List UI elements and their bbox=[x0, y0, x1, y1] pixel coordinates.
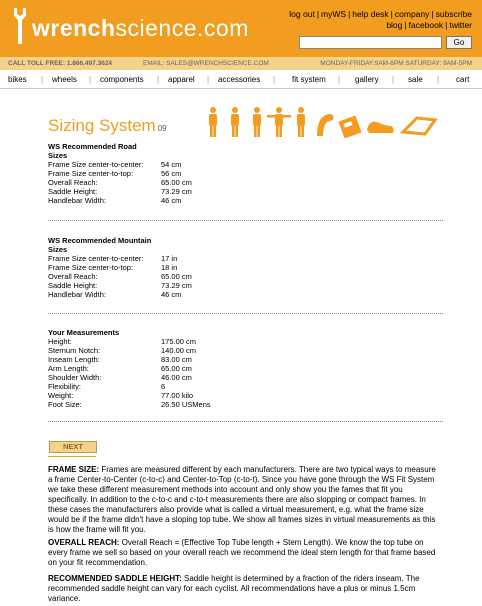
blog-link[interactable]: blog bbox=[386, 20, 403, 30]
step-number: 09 bbox=[157, 124, 167, 133]
flexibility-icon[interactable] bbox=[317, 114, 334, 136]
body-sternum-icon[interactable] bbox=[231, 107, 239, 137]
list-item: Handlebar Width: 46 cm bbox=[48, 196, 182, 205]
nav-separator: | bbox=[338, 74, 341, 84]
nav-separator: | bbox=[207, 74, 210, 84]
list-item: Handlebar Width: 46 cm bbox=[48, 290, 182, 299]
nav-accessories[interactable]: accessories bbox=[218, 74, 261, 84]
list-item: Frame Size center-to-top: 18 in bbox=[48, 263, 178, 272]
nav-separator: | bbox=[392, 74, 395, 84]
main-nav bbox=[0, 70, 482, 89]
list-item: Frame Size center-to-top: 56 cm bbox=[48, 169, 182, 178]
list-item: Weight: 77.00 kilo bbox=[48, 391, 194, 400]
nav-bikes[interactable]: bikes bbox=[8, 74, 27, 84]
facebook-link[interactable]: facebook bbox=[408, 20, 444, 30]
list-item: Height: 175.00 cm bbox=[48, 337, 197, 346]
nav-separator: | bbox=[41, 74, 44, 84]
top-links: log out | myWS | help desk | company | subscribe blog | facebook | twitter bbox=[289, 9, 472, 30]
nav-separator: | bbox=[437, 74, 440, 84]
list-item: Shoulder Width: 46.00 cm bbox=[48, 373, 192, 382]
myws-link[interactable]: myWS bbox=[321, 9, 347, 19]
nav-wheels[interactable]: wheels bbox=[52, 74, 77, 84]
company-link[interactable]: company bbox=[394, 9, 430, 19]
shoe-icon[interactable] bbox=[367, 122, 394, 133]
body-inseam-icon[interactable] bbox=[253, 107, 261, 137]
list-item: Saddle Height: 73.29 cm bbox=[48, 281, 192, 290]
list-item: Frame Size center-to-center: 17 in bbox=[48, 254, 178, 263]
page-title: Sizing System 09 bbox=[48, 116, 167, 135]
body-height-icon[interactable] bbox=[209, 107, 217, 137]
list-item: Arm Length: 65.00 cm bbox=[48, 364, 192, 373]
nav-separator: | bbox=[273, 74, 276, 84]
nav-gallery[interactable]: gallery bbox=[355, 74, 379, 84]
list-item: Foot Size: 26.50 USMens bbox=[48, 400, 211, 409]
subscribe-link[interactable]: subscribe bbox=[435, 9, 472, 19]
nav-fit-system[interactable]: fit system bbox=[292, 74, 326, 84]
list-item: Overall Reach: 65.00 cm bbox=[48, 272, 192, 281]
site-logo[interactable] bbox=[10, 6, 249, 46]
overall-reach-info: OVERALL REACH: Overall Reach = (Effective Top Tube length + Stem Length). We know the top tube on every frame we sell so based on your overall reach we recommend the ideal stem length for that frame based on your fit recommendation. bbox=[48, 538, 436, 567]
bike-frame-icon[interactable] bbox=[403, 118, 435, 134]
sales-email[interactable]: EMAIL: SALES@WRENCHSCIENCE.COM bbox=[143, 60, 269, 67]
logout-link[interactable]: log out bbox=[289, 9, 315, 19]
business-hours: MONDAY-FRIDAY:9AM-6PM SATURDAY: 9AM-5PM bbox=[320, 60, 472, 67]
scale-weight-icon[interactable] bbox=[338, 115, 361, 138]
road-sizes-section bbox=[48, 142, 443, 205]
next-button[interactable]: NEXT bbox=[49, 441, 97, 453]
list-item: Frame Size center-to-center: 54 cm bbox=[48, 160, 182, 169]
toll-free-number: CALL TOLL FREE: 1.866.497.3624 bbox=[8, 60, 113, 67]
body-arm-icon[interactable] bbox=[267, 107, 291, 137]
fit-steps-figures bbox=[205, 106, 445, 138]
list-item: Overall Reach: 65.00 cm bbox=[48, 178, 192, 187]
body-shoulder-icon[interactable] bbox=[297, 107, 305, 137]
section-divider bbox=[48, 421, 443, 422]
search-bar bbox=[299, 36, 472, 49]
logo-text: wrenchscience.com bbox=[32, 15, 249, 41]
section-divider bbox=[48, 220, 443, 221]
nav-separator: | bbox=[157, 74, 160, 84]
contact-bar bbox=[0, 57, 482, 70]
wrench-icon bbox=[10, 6, 30, 46]
mountain-sizes-section bbox=[48, 236, 443, 299]
saddle-height-info: RECOMMENDED SADDLE HEIGHT: Saddle height is determined by a fraction of the riders inseam. The recommended saddle height can vary for each cyclist. All recommendations have a plus or minus 1.5cm variance. bbox=[48, 574, 420, 603]
nav-separator: | bbox=[89, 74, 92, 84]
list-item: Sternum Notch: 140.00 cm bbox=[48, 346, 197, 355]
nav-components[interactable]: components bbox=[100, 74, 144, 84]
help-desk-link[interactable]: help desk bbox=[352, 9, 389, 19]
mountain-heading: WS Recommended Mountain Sizes bbox=[48, 236, 152, 254]
list-item: Inseam Length: 83.00 cm bbox=[48, 355, 192, 364]
frame-size-info: FRAME SIZE: Frames are measured different by each manufacturers. There are two typical ways to measure a frame Center-to-Center (c-to-c) and Center-to-Top (c-to-t). Since you have gone through the WS Fit System we take these different measurement methods into account and only show you the fames that fit you specifically. In addition to the c-to-c and c-to-t measurements there are also slopping or compact frames. In these cases the manufacturers also provide what is called a virtual measurement, e.g. what the frame size would be if the frame didn't have a sloping top tube. We show all frames sizes in virtual measurements as this is how the frame will fit you. bbox=[48, 465, 436, 534]
list-item: Flexibility: 6 bbox=[48, 382, 166, 391]
nav-sale[interactable]: sale bbox=[408, 74, 423, 84]
nav-apparel[interactable]: apparel bbox=[168, 74, 195, 84]
measurements-heading: Your Measurements bbox=[48, 328, 120, 337]
list-item: Saddle Height: 73.29 cm bbox=[48, 187, 192, 196]
nav-cart[interactable]: cart bbox=[456, 74, 470, 84]
section-divider bbox=[48, 313, 443, 314]
measurements-section bbox=[48, 328, 443, 409]
go-button[interactable]: Go bbox=[446, 36, 472, 49]
site-header bbox=[0, 0, 482, 57]
twitter-link[interactable]: twitter bbox=[449, 20, 472, 30]
next-underline bbox=[48, 456, 96, 457]
search-input[interactable] bbox=[299, 36, 442, 49]
road-heading: WS Recommended Road Sizes bbox=[48, 142, 137, 160]
